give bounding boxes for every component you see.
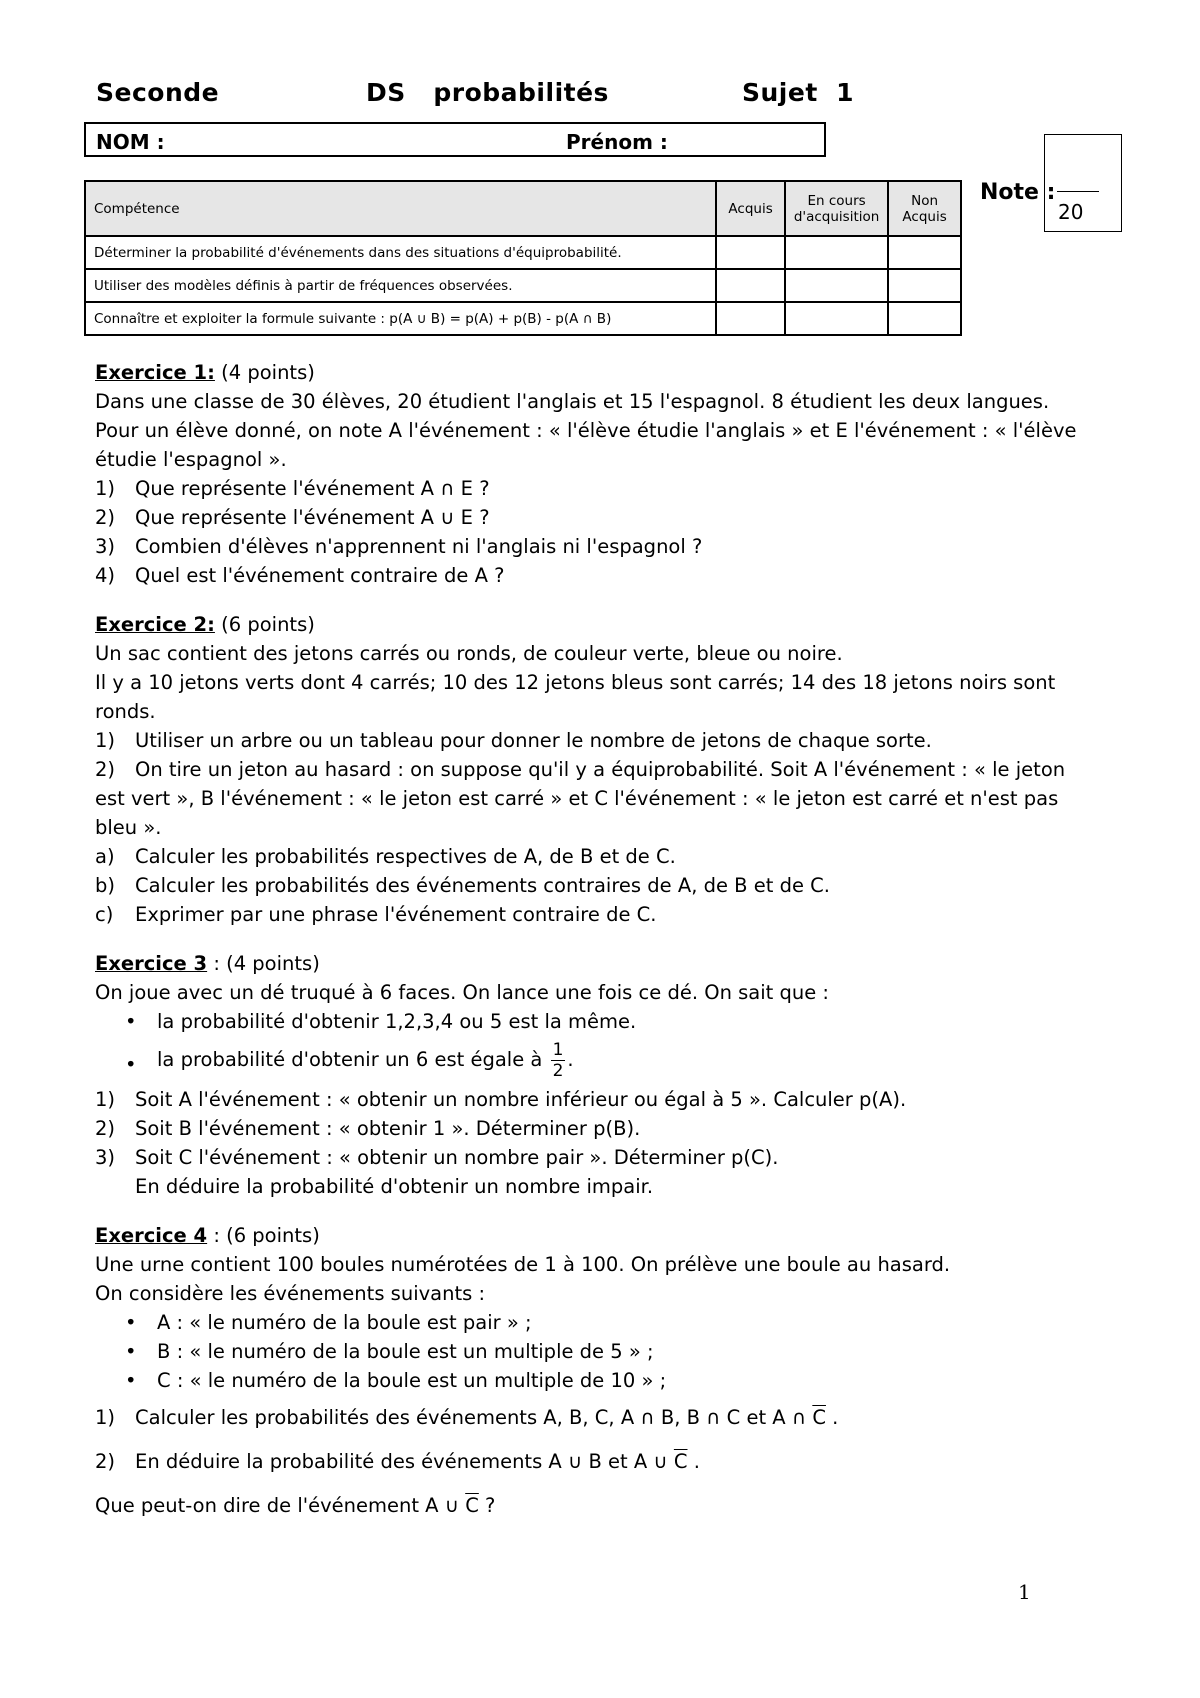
exercise-4-text: Une urne contient 100 boules numérotées de 1 à 100. On prélève une boule au hasard. (95, 1253, 951, 1276)
bullet-item (95, 1308, 1095, 1337)
bullet-icon: • (125, 1340, 137, 1363)
item-number: 1) (95, 1088, 116, 1111)
question-text: Que peut-on dire de l'événement A ∪ (95, 1494, 466, 1517)
list-item-wrapped (95, 755, 1095, 842)
item-text: Combien d'élèves n'apprennent ni l'anglais ni l'espagnol ? (135, 535, 703, 558)
header-competence: Compétence (85, 181, 716, 236)
list-item (95, 726, 1095, 755)
list-item (95, 1447, 1095, 1476)
c-bar: $\overline{C}$ (465, 1494, 479, 1517)
item-number: b) (95, 874, 115, 897)
exam-title: DS probabilités (366, 78, 609, 107)
name-box[interactable] (84, 122, 826, 157)
bullet-text-with-fraction: la probabilité d'obtenir un 6 est égale à $\frac{1}{2}$ . (157, 1040, 574, 1081)
item-text: Calculer les probabilités des événements contraires de A, de B et de C. (135, 874, 830, 897)
exercise-3-conclusion: En déduire la probabilité d'obtenir un nombre impair. (135, 1175, 654, 1198)
exercise-1-title: Exercice 1: (95, 361, 215, 384)
exercise-1-heading (95, 358, 1095, 387)
nom-label: NOM : (96, 130, 165, 154)
exercise-2-text: Il y a 10 jetons verts dont 4 carrés; 10 des 12 jetons bleus sont carrés; 14 des 18 jetons noirs sont ronds. (95, 671, 1056, 723)
exercise-1-points: (4 points) (214, 361, 315, 384)
exercise-3-title: Exercice 3 (95, 952, 208, 975)
competence-cell: Déterminer la probabilité d'événements dans des situations d'équiprobabilité. (85, 236, 716, 269)
non-acquis-checkbox-cell[interactable] (888, 236, 961, 269)
item-number: 1) (95, 729, 116, 752)
item-number: 1) (95, 1406, 116, 1429)
non-acquis-checkbox-cell[interactable] (888, 269, 961, 302)
fraction-denominator: 2 (552, 1061, 564, 1081)
list-item (95, 900, 1095, 929)
competence-cell: Utiliser des modèles définis à partir de fréquences observées. (85, 269, 716, 302)
note-fraction-line (1057, 191, 1099, 192)
item-text: Soit C l'événement : « obtenir un nombre pair ». Déterminer p(C). (135, 1146, 779, 1169)
item-number: 2) (95, 1450, 116, 1473)
acquis-checkbox-cell[interactable] (716, 269, 785, 302)
exercise-1-text: Dans une classe de 30 élèves, 20 étudient l'anglais et 15 l'espagnol. 8 étudient les deux langues. (95, 390, 1050, 413)
table-row (85, 269, 961, 302)
en-cours-checkbox-cell[interactable] (785, 269, 888, 302)
item-text-part: Calculer les probabilités des événements A, B, C, A ∩ B, B ∩ C et A ∩ (135, 1406, 813, 1429)
exercise-1-text: Pour un élève donné, on note A l'événement : « l'élève étudie l'anglais » et E l'événement : « l'élève étudie l'espagnol ». (95, 419, 1077, 471)
exercise-3-points: : (4 points) (207, 952, 320, 975)
en-cours-checkbox-cell[interactable] (785, 302, 888, 335)
table-header-row (85, 181, 961, 236)
item-number: 2) (95, 758, 116, 781)
item-text: Que représente l'événement A ∪ E ? (135, 506, 490, 529)
exercise-4-text: On considère les événements suivants : (95, 1282, 486, 1305)
exercise-2-title: Exercice 2: (95, 613, 215, 636)
exercise-2-points: (6 points) (214, 613, 315, 636)
exercise-2-heading (95, 610, 1095, 639)
bullet-icon: • (125, 1369, 137, 1392)
bullet-icon: • (125, 1311, 137, 1334)
acquis-checkbox-cell[interactable] (716, 302, 785, 335)
exercise-4-points: : (6 points) (207, 1224, 320, 1247)
competence-cell: Connaître et exploiter la formule suivante : p(A ∪ B) = p(A) + p(B) - p(A ∩ B) (85, 302, 716, 335)
item-number: 1) (95, 477, 116, 500)
competence-table (84, 180, 962, 336)
list-item (95, 1403, 1095, 1432)
item-number: 3) (95, 535, 116, 558)
list-item (95, 871, 1095, 900)
item-text-part: En déduire la probabilité des événements A ∪ B et A ∪ (135, 1450, 674, 1473)
note-label: Note : (980, 180, 1056, 205)
table-row (85, 302, 961, 335)
item-text: Exprimer par une phrase l'événement contraire de C. (135, 903, 657, 926)
prenom-label: Prénom : (566, 130, 668, 154)
header-acquis: Acquis (716, 181, 785, 236)
header-non-acquis: Non Acquis (888, 181, 961, 236)
table-row (85, 236, 961, 269)
bullet-text: la probabilité d'obtenir un 6 est égale à (157, 1048, 543, 1071)
c-bar: $\overline{C}$ (812, 1406, 826, 1429)
list-item (95, 561, 1095, 590)
class-level: Seconde (96, 78, 220, 107)
header-en-cours: En cours d'acquisition (785, 181, 888, 236)
exercises (95, 358, 1095, 1520)
item-text: On tire un jeton au hasard : on suppose qu'il y a équiprobabilité. Soit A l'événement : « le jeton est vert », B l'événement : « le jeton est carré » et C l'événement : « le jeton est carré et n'est pas bleu ». (95, 758, 1066, 839)
item-number: 3) (95, 1146, 116, 1169)
exercise-4-title: Exercice 4 (95, 1224, 208, 1247)
note-denominator: 20 (1058, 200, 1084, 224)
en-cours-checkbox-cell[interactable] (785, 236, 888, 269)
item-number: a) (95, 845, 115, 868)
bullet-text: C : « le numéro de la boule est un multiple de 10 » ; (157, 1369, 667, 1392)
bullet-item (95, 1366, 1095, 1395)
item-number: 2) (95, 506, 116, 529)
list-item (95, 1143, 1095, 1172)
item-text: Calculer les probabilités respectives de A, de B et de C. (135, 845, 676, 868)
item-text: Utiliser un arbre ou un tableau pour donner le nombre de jetons de chaque sorte. (135, 729, 932, 752)
bullet-item (95, 1007, 1095, 1036)
bullet-icon: • (125, 1053, 137, 1076)
list-item (95, 532, 1095, 561)
bullet-icon: • (125, 1010, 137, 1033)
exercise-4-final-question: Que peut-on dire de l'événement A ∪ $\overline{C}$ ? (95, 1494, 496, 1517)
item-number: c) (95, 903, 114, 926)
exercise-4-heading (95, 1221, 1095, 1250)
list-item (95, 1114, 1095, 1143)
exercise-3-heading (95, 949, 1095, 978)
item-number: 2) (95, 1117, 116, 1140)
bullet-item (95, 1040, 1095, 1081)
page-number: 1 (1018, 1580, 1031, 1604)
list-item (95, 503, 1095, 532)
item-text: Soit B l'événement : « obtenir 1 ». Déterminer p(B). (135, 1117, 641, 1140)
list-item (95, 842, 1095, 871)
item-text: Calculer les probabilités des événements A, B, C, A ∩ B, B ∩ C et A ∩ $\overline{C}$ . (135, 1406, 839, 1429)
item-text: Quel est l'événement contraire de A ? (135, 564, 505, 587)
item-text: Soit A l'événement : « obtenir un nombre inférieur ou égal à 5 ». Calculer p(A). (135, 1088, 907, 1111)
exercise-2-text: Un sac contient des jetons carrés ou ronds, de couleur verte, bleue ou noire. (95, 642, 843, 665)
acquis-checkbox-cell[interactable] (716, 236, 785, 269)
fraction-numerator: 1 (552, 1040, 564, 1060)
non-acquis-checkbox-cell[interactable] (888, 302, 961, 335)
item-text: En déduire la probabilité des événements A ∪ B et A ∪ $\overline{C}$ . (135, 1450, 700, 1473)
c-bar: $\overline{C}$ (673, 1450, 688, 1473)
subject-number: Sujet 1 (742, 78, 855, 107)
item-text: Que représente l'événement A ∩ E ? (135, 477, 490, 500)
bullet-item (95, 1337, 1095, 1366)
list-item (95, 474, 1095, 503)
bullet-text: B : « le numéro de la boule est un multiple de 5 » ; (157, 1340, 654, 1363)
fraction (551, 1040, 566, 1081)
exercise-3-text: On joue avec un dé truqué à 6 faces. On lance une fois ce dé. On sait que : (95, 981, 830, 1004)
list-item (95, 1085, 1095, 1114)
bullet-text: la probabilité d'obtenir 1,2,3,4 ou 5 est la même. (157, 1010, 637, 1033)
bullet-text: A : « le numéro de la boule est pair » ; (157, 1311, 532, 1334)
item-number: 4) (95, 564, 116, 587)
